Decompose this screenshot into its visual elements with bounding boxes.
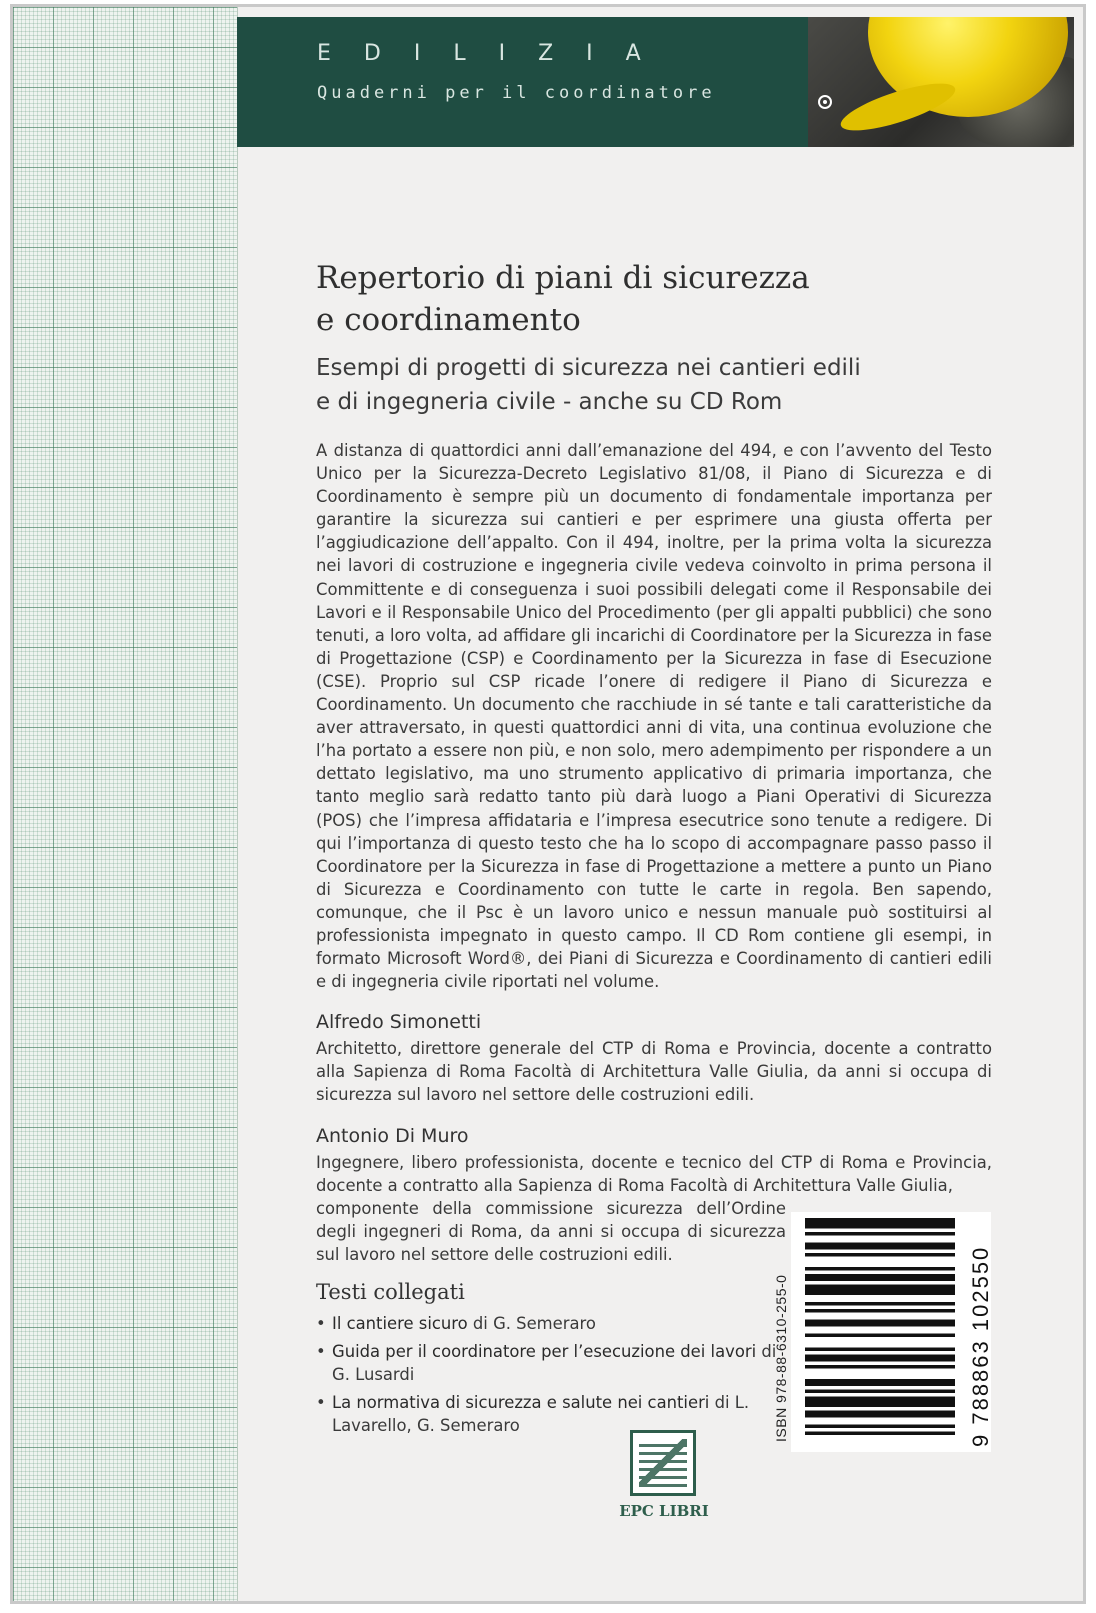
target-icon [818, 95, 832, 109]
barcode-bar [805, 1355, 955, 1362]
related-book-item [316, 1391, 786, 1438]
barcode-bar [805, 1397, 955, 1408]
barcode-bar [805, 1274, 955, 1281]
related-book-author: di L. Lavarello, G. Semeraro [332, 1392, 750, 1435]
barcode-bar [805, 1232, 955, 1236]
graph-paper-strip [13, 7, 238, 1601]
book-subtitle-line1: Esempi di progetti di sicurezza nei cantieri edili [316, 355, 861, 381]
barcode-bar [805, 1432, 955, 1436]
ean-digits: 9 788863 102550 [968, 1245, 993, 1447]
book-title-line1: Repertorio di piani di sicurezza [316, 260, 810, 296]
book-subtitle [316, 351, 992, 419]
related-book-title: Guida per il coordinatore per l’esecuzione dei lavori [332, 1341, 757, 1361]
barcode-bar [805, 1348, 955, 1352]
related-books-heading: Testi collegati [316, 1280, 465, 1304]
barcode-bar [805, 1379, 955, 1386]
author-bio: Architetto, direttore generale del CTP di Roma e Provincia, docente a contratto alla Sapienza di Roma Facoltà di Architettura Valle Giulia, da anni si occupa di sicurezza sul lavoro nel settore delle costruzioni edili. [316, 1039, 992, 1105]
related-book-title: La normativa di sicurezza e salute nei cantieri [332, 1392, 710, 1412]
author-name: Antonio Di Muro [316, 1124, 469, 1147]
barcode-bar [805, 1425, 955, 1429]
back-cover [10, 4, 1086, 1604]
related-book-item [316, 1340, 786, 1387]
related-book-author: di G. Lusardi [332, 1341, 777, 1384]
book-title [316, 257, 992, 341]
barcode [791, 1212, 991, 1452]
barcode-bar [805, 1302, 955, 1306]
author-bio-part1: Ingegnere, libero professionista, docente e tecnico del CTP di Roma e Provincia, docente a contratto alla Sapienza di Roma Facoltà di Architettura Valle Giulia, [316, 1152, 992, 1195]
barcode-bar [805, 1365, 955, 1369]
author-bio-part2: componente della commissione sicurezza dell’Ordine degli ingegneri di Roma, da anni si occupa di sicurezza sul lavoro nel settore delle costruzioni edili. [316, 1198, 786, 1264]
author-name: Alfredo Simonetti [316, 1011, 482, 1034]
related-book-title: Il cantiere sicuro [332, 1314, 468, 1333]
publisher-name: EPC LIBRI [619, 1502, 709, 1520]
barcode-bar [805, 1285, 955, 1296]
isbn-label: ISBN 978-88-6310-255-0 [773, 1274, 789, 1442]
barcode-bar [805, 1218, 955, 1229]
description-text: A distanza di quattordici anni dall’emanazione del 494, e con l’avvento del Testo Unico per la Sicurezza-Decreto Legislativo 81/08, il Piano di Sicurezza e di Coordinamento è sempre più un documento di fondamentale importanza per garantire la sicurezza sui cantieri e per esprimere una giusta offerta per l’aggiudicazione dell’appalto. Con il 494, inoltre, per la prima volta la sicurezza nei lavori di costruzione e ingegneria civile vedeva coinvolto in prima persona il Committente e di conseguenza i suoi possibili delegati come il Responsabile dei Lavori e il Responsabile Unico del Procedimento (per gli appalti pubblici) che sono tenuti, a loro volta, ad affidare gli incarichi di Coordinatore per la Sicurezza in fase di Progettazione (CSP) e Coordinamento per la Sicurezza in fase di Esecuzione (CSE). Proprio sul CSP ricade l’onere di redigere il Piano di Sicurezza e Coordinamento. Un documento che racchiude in sé tante e tali caratteristiche da aver attraversato, in questi quattordici anni di vita, una continua evoluzione che l’ha portato a essere non più, e non solo, mero adempimento per rispondere a un dettato legislativo, ma uno strumento applicativo di primaria importanza, che tanto meglio sarà redatto tanto più darà luogo a Piani Operativi di Sicurezza (POS) che l’impresa affidataria e l’impresa esecutrice sono tenute a redigere. Di qui l’importanza di questo testo che ha lo scopo di accompagnare passo passo il Coordinatore per la Sicurezza in fase di Progettazione a mettere a punto un Piano di Sicurezza e Coordinamento con tutte le carte in regola. Ben sapendo, comunque, che il Psc è un lavoro unico e nessun manuale può sostituirsi al professionista impegnato in questo campo. Il CD Rom contiene gli esempi, in formato Microsoft Word®, dei Piani di Sicurezza e Coordinamento di cantieri edili e di ingegneria civile riportati nel volume. [316, 441, 992, 992]
series-title: EDILIZIA [317, 41, 674, 66]
author-bio-continued [316, 1197, 786, 1266]
barcode-bar [805, 1309, 955, 1313]
bullet-icon: • [316, 1392, 326, 1412]
series-header-band [237, 17, 1074, 147]
barcode-bar [805, 1243, 955, 1250]
series-subtitle: Quaderni per il coordinatore [317, 83, 716, 103]
barcode-bar [805, 1267, 955, 1271]
barcode-bar [805, 1253, 955, 1257]
author-bio [316, 1151, 992, 1197]
publisher-logo [630, 1430, 696, 1496]
book-subtitle-line2: e di ingegneria civile - anche su CD Rom [316, 389, 783, 415]
bullet-icon: • [316, 1314, 326, 1333]
book-title-line2: e coordinamento [316, 302, 581, 338]
barcode-bar [805, 1334, 955, 1338]
barcode-bar [805, 1411, 955, 1418]
barcode-bar [805, 1320, 955, 1327]
related-books-list [316, 1312, 786, 1438]
barcode-bar [805, 1390, 955, 1394]
related-book-author: di G. Semeraro [467, 1314, 596, 1333]
barcode-bars [791, 1212, 991, 1452]
bullet-icon: • [316, 1341, 326, 1361]
related-book-item [316, 1312, 786, 1336]
hardhat-photo [808, 17, 1074, 147]
